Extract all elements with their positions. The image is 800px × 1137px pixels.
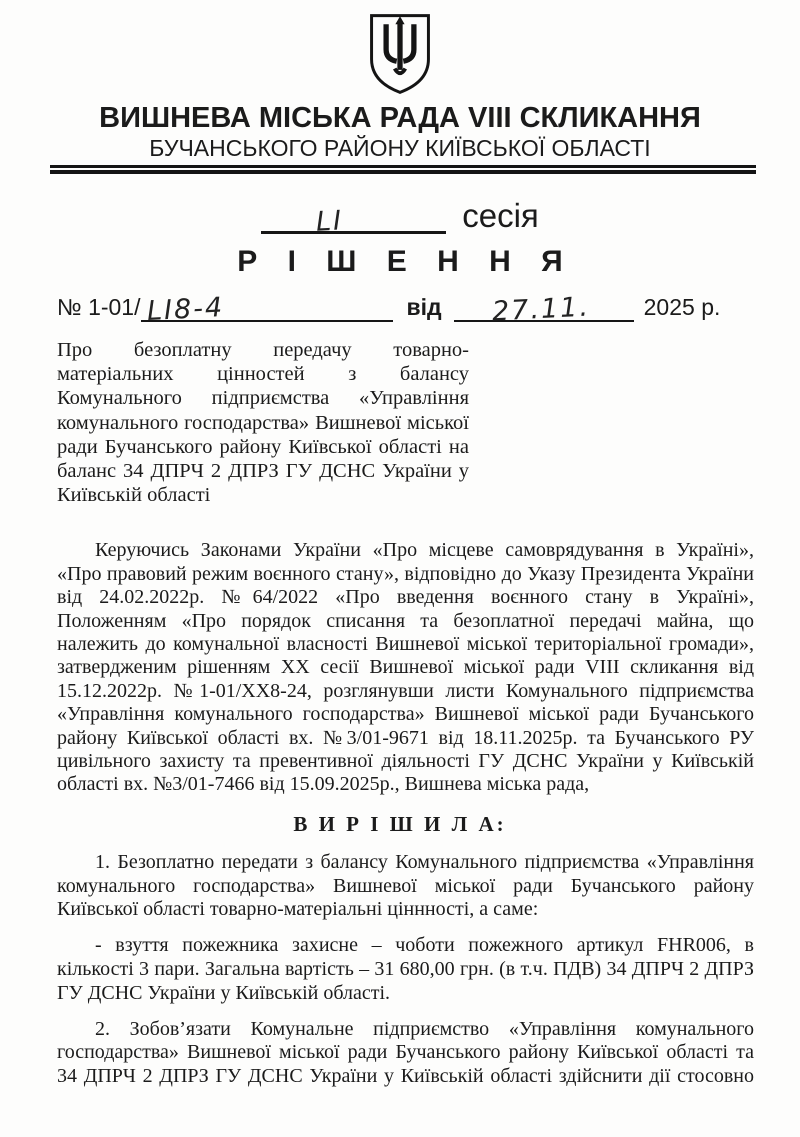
session-number-handwritten: LI [315,205,345,238]
ref-year: 2025 р. [643,294,721,321]
ref-number-prefix: № 1-01/ [57,294,141,321]
clause-2-paragraph: 2. Зобов’язати Комунальне підприємство «Управління комунального господарства» Вишневої міської ради Бучанського району Київської області та 34 ДПРЧ 2 ДПРЗ ГУ ДСНС України у Київській області здійснити дії стосовно [57,1017,754,1088]
clause-1-item-paragraph: - взуття пожежника захисне – чоботи пожежного артикул FHR006, в кількості 3 пари. Загальна вартість – 31 680,00 грн. (в т.ч. ПДВ) 34 ДПРЧ 2 ДПРЗ ГУ ДСНС України у Київській області. [57,934,754,1004]
ref-date-label: від [406,294,442,321]
decision-title: Р І Ш Е Н Н Я [237,245,574,278]
ref-number-handwritten: LI8-4 [145,292,225,327]
emblem-container [0,0,800,99]
session-label: сесія [462,197,539,235]
subject-paragraph: Про безоплатну передачу товарно-матеріальних цінностей з балансу Комунального підприємства «Управління комунального господарства» Вишневої міської ради Бучанського району Київської області на баланс 34 ДПРЧ 2 ДПРЗ ГУ ДСНС України у Київській області [57,339,469,507]
header-divider-rule [50,165,756,174]
ref-line [57,288,755,328]
ref-number-blank-line [141,290,393,327]
ref-date-blank-line [454,290,634,328]
district-name: БУЧАНСЬКОГО РАЙОНУ КИЇВСЬКОЇ ОБЛАСТІ [149,135,651,161]
preamble-paragraph: Керуючись Законами України «Про місцеве самоврядування в Україні», «Про правовий режим воєнного стану», відповідно до Указу Президента України від 24.02.2022р. №64/2022 «Про введення воєнного стану в Україні», Положенням «Про порядок списання та безоплатної передачі майна, що належить до комунальної власності Вишневої міської територіальної громади», затвердженим рішенням XX сесії Вишневої міської ради VIII скликання від 15.12.2022р. №1-01/XX8-24, розглянувши листи Комунального підприємства «Управління комунального господарства» Вишневої міської ради Бучанського району Київської області вх. №3/01-9671 від 18.11.2025р. та Бучанського РУ цивільного захисту та превентивної діяльності ГУ ДСНС України у Київській області вх. №3/01-7466 від 15.09.2025р., Вишнева міська рада, [57,539,754,796]
resolved-heading: В И Р І Ш И Л А: [293,811,507,836]
council-name: ВИШНЕВА МІСЬКА РАДА VIII СКЛИКАННЯ [99,102,701,134]
session-row [0,182,800,238]
ukraine-trident-icon [366,13,434,95]
ref-date-handwritten: 27.11. [490,291,591,328]
session-number-blank-line [261,185,446,238]
clause-1-paragraph: 1. Безоплатно передати з балансу Комунального підприємства «Управління комунального господарства» Вишневої міської ради Бучанського району Київської області товарно-матеріальні ціннності, а саме: [57,850,754,921]
